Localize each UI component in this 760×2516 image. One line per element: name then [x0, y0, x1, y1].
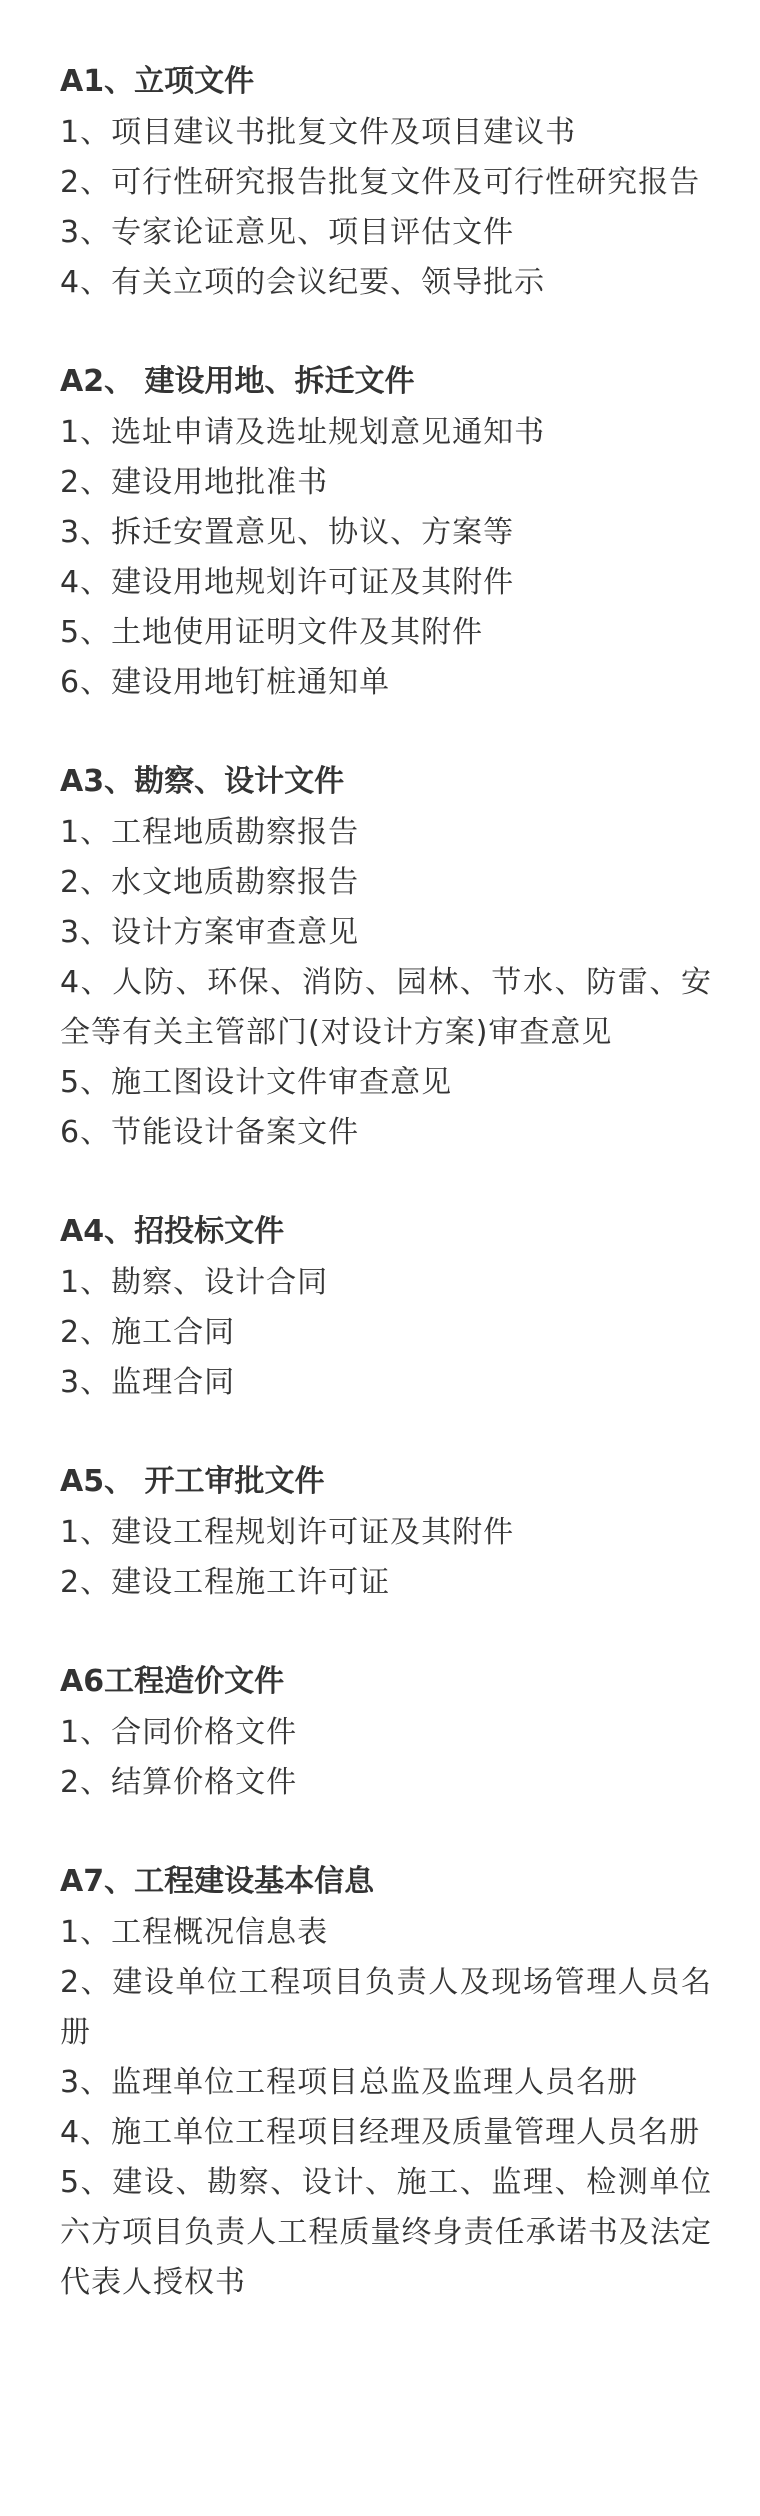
list-item: 6、建设用地钉桩通知单	[60, 665, 391, 700]
section-a6	[60, 1656, 712, 1808]
section-a3	[60, 756, 712, 1158]
list-item: 1、合同价格文件	[60, 1715, 298, 1750]
list-item: 2、水文地质勘察报告	[60, 865, 360, 900]
section-a5	[60, 1456, 712, 1608]
section-title: A7、工程建设基本信息	[60, 1864, 375, 1899]
list-item: 6、节能设计备案文件	[60, 1115, 360, 1150]
section-title: A1、立项文件	[60, 64, 255, 99]
list-item: 2、可行性研究报告批复文件及可行性研究报告	[60, 165, 701, 200]
list-item: 3、监理单位工程项目总监及监理人员名册	[60, 2065, 639, 2100]
section-title: A5、 开工审批文件	[60, 1464, 325, 1499]
section-title: A6工程造价文件	[60, 1664, 285, 1699]
list-item: 1、工程地质勘察报告	[60, 815, 360, 850]
section-title: A4、招投标文件	[60, 1214, 285, 1249]
list-item: 2、结算价格文件	[60, 1765, 298, 1800]
list-item: 4、施工单位工程项目经理及质量管理人员名册	[60, 2115, 701, 2150]
list-item: 5、建设、勘察、设计、施工、监理、检测单位六方项目负责人工程质量终身责任承诺书及法定代表人授权书	[60, 2165, 712, 2300]
list-item: 4、有关立项的会议纪要、领导批示	[60, 265, 546, 300]
list-item: 3、拆迁安置意见、协议、方案等	[60, 515, 515, 550]
list-item: 3、监理合同	[60, 1365, 236, 1400]
list-item: 2、施工合同	[60, 1315, 236, 1350]
section-a2	[60, 356, 712, 708]
list-item: 1、工程概况信息表	[60, 1915, 329, 1950]
list-item: 2、建设工程施工许可证	[60, 1565, 391, 1600]
list-item: 1、建设工程规划许可证及其附件	[60, 1515, 515, 1550]
section-a4	[60, 1206, 712, 1408]
list-item: 5、施工图设计文件审查意见	[60, 1065, 453, 1100]
list-item: 1、项目建议书批复文件及项目建议书	[60, 115, 577, 150]
list-item: 5、土地使用证明文件及其附件	[60, 615, 484, 650]
list-item: 2、建设单位工程项目负责人及现场管理人员名册	[60, 1965, 712, 2050]
section-a1	[60, 56, 712, 308]
list-item: 4、人防、环保、消防、园林、节水、防雷、安全等有关主管部门(对设计方案)审查意见	[60, 965, 712, 1050]
list-item: 2、建设用地批准书	[60, 465, 329, 500]
list-item: 4、建设用地规划许可证及其附件	[60, 565, 515, 600]
list-item: 1、勘察、设计合同	[60, 1265, 329, 1300]
section-title: A2、 建设用地、拆迁文件	[60, 364, 415, 399]
list-item: 1、选址申请及选址规划意见通知书	[60, 415, 546, 450]
section-a7	[60, 1856, 712, 2308]
list-item: 3、设计方案审查意见	[60, 915, 360, 950]
section-title: A3、勘察、设计文件	[60, 764, 345, 799]
list-item: 3、专家论证意见、项目评估文件	[60, 215, 515, 250]
